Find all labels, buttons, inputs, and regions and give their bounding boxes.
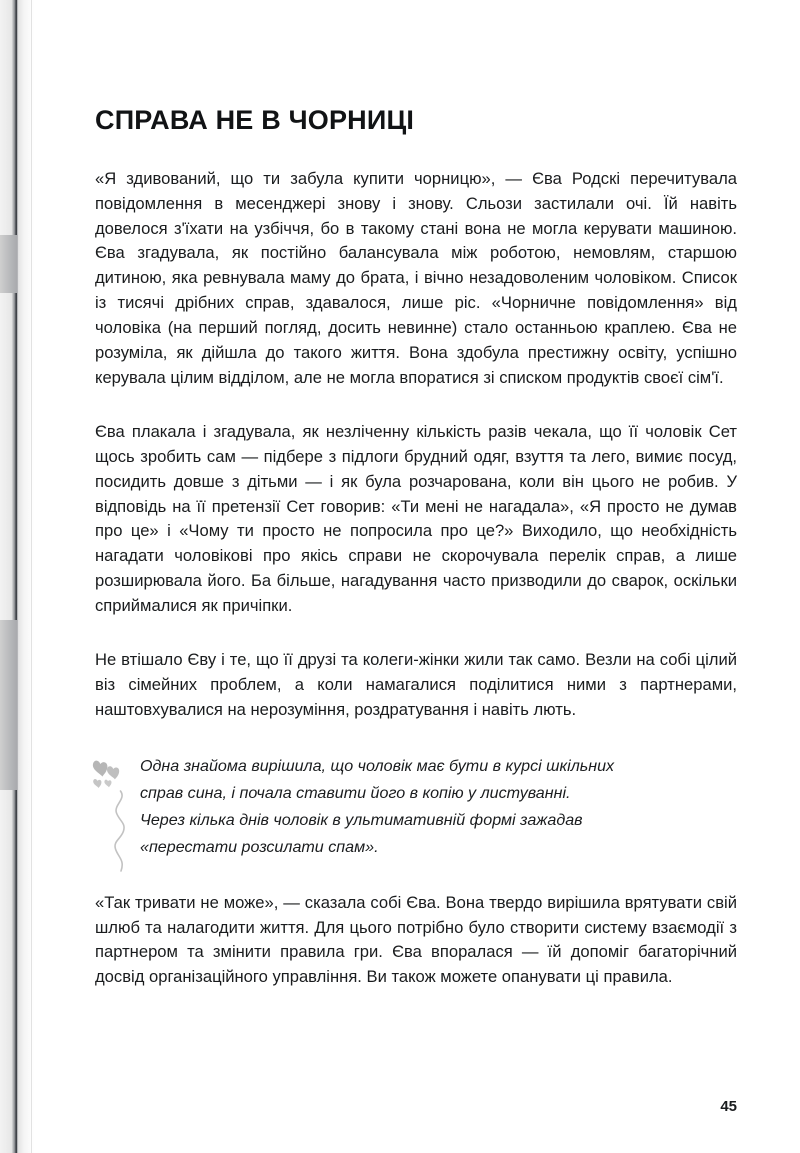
- paragraph-1: «Я здивований, що ти забула купити чорницю», — Єва Родскі перечитувала повідомлення в месенджері знову і знову. Сльози застилали очі. Їй навіть довелося з'їхати на узбіччя, бо в такому стані вона не могла керувати машиною. Єва згадувала, як постійно балансувала між роботою, немовлям, старшою дитиною, яка ревнувала маму до брата, і вічно незадоволеним чоловіком. Список із тисячі дрібних справ, здавалося, лише ріс. «Чорничне повідомлення» від чоловіка (на перший погляд, досить невинне) стало останньою краплею. Єва не розуміла, як дійшла до такого життя. Вона здобула престижну освіту, успішно керувала цілим відділом, але не могла впоратися зі списком продуктів своєї сім'ї.: [95, 168, 737, 387]
- callout-text: [140, 753, 737, 862]
- callout-line-3: Через кілька днів чоловік в ультимативній формі зажадав: [140, 811, 583, 830]
- page-title: СПРАВА НЕ В ЧОРНИЦІ: [95, 105, 415, 135]
- spine-rule-edge: [31, 0, 32, 1153]
- wavy-line-decoration: [106, 790, 132, 872]
- paragraph-2: Єва плакала і згадувала, як незліченну кількість разів чекала, що її чоловік Сет щось зробить сам — підбере з підлоги брудний одяг, взуття та лего, вимиє посуд, посидить довше з дітьми — і як була розчарована, коли він цього не робив. У відповідь на її претензії Сет говорив: «Ти мені не нагадала», «Я просто не думав про це» і «Чому ти просто не попросила про це?» Виходило, що необхідність нагадати чоловікові про якісь справи не скорочувала перелік справ, а лише розширювала його. Ба більше, нагадування часто призводили до сварок, оскільки сприймалися як причіпки.: [95, 421, 737, 616]
- paragraph-3: Не втішало Єву і те, що її друзі та колеги-жінки жили так само. Везли на собі цілий віз сімейних проблем, а коли намагалися поділитися ними з партнерами, наштовхувалися на нерозуміння, роздратування і навіть лють.: [95, 650, 737, 719]
- book-spine-gutter: [0, 0, 34, 1153]
- hearts-icon: [92, 760, 134, 790]
- spine-tab-marker-lower: [0, 620, 17, 790]
- spine-tab-marker-upper: [0, 235, 17, 293]
- page-content: [95, 0, 737, 990]
- paragraph-closing: «Так тривати не може», — сказала собі Єва. Вона твердо вирішила врятувати свій шлюб та налагодити життя. Для цього потрібно було створити систему взаємодії з партнером та змінити правила гри. Єва впоралася — їй допоміг багаторічний досвід організаційного управління. Ви також можете опанувати ці правила.: [95, 892, 737, 987]
- spine-rule-dark: [16, 0, 17, 1153]
- callout-line-1: Одна знайома вирішила, що чоловік має бути в курсі шкільних: [140, 756, 615, 775]
- page-number: 45: [720, 1098, 737, 1115]
- callout-anecdote: [95, 753, 737, 862]
- callout-line-2: справ сина, і почала ставити його в копію у листуванні.: [140, 784, 571, 803]
- callout-line-4: «перестати розсилати спам».: [140, 838, 379, 857]
